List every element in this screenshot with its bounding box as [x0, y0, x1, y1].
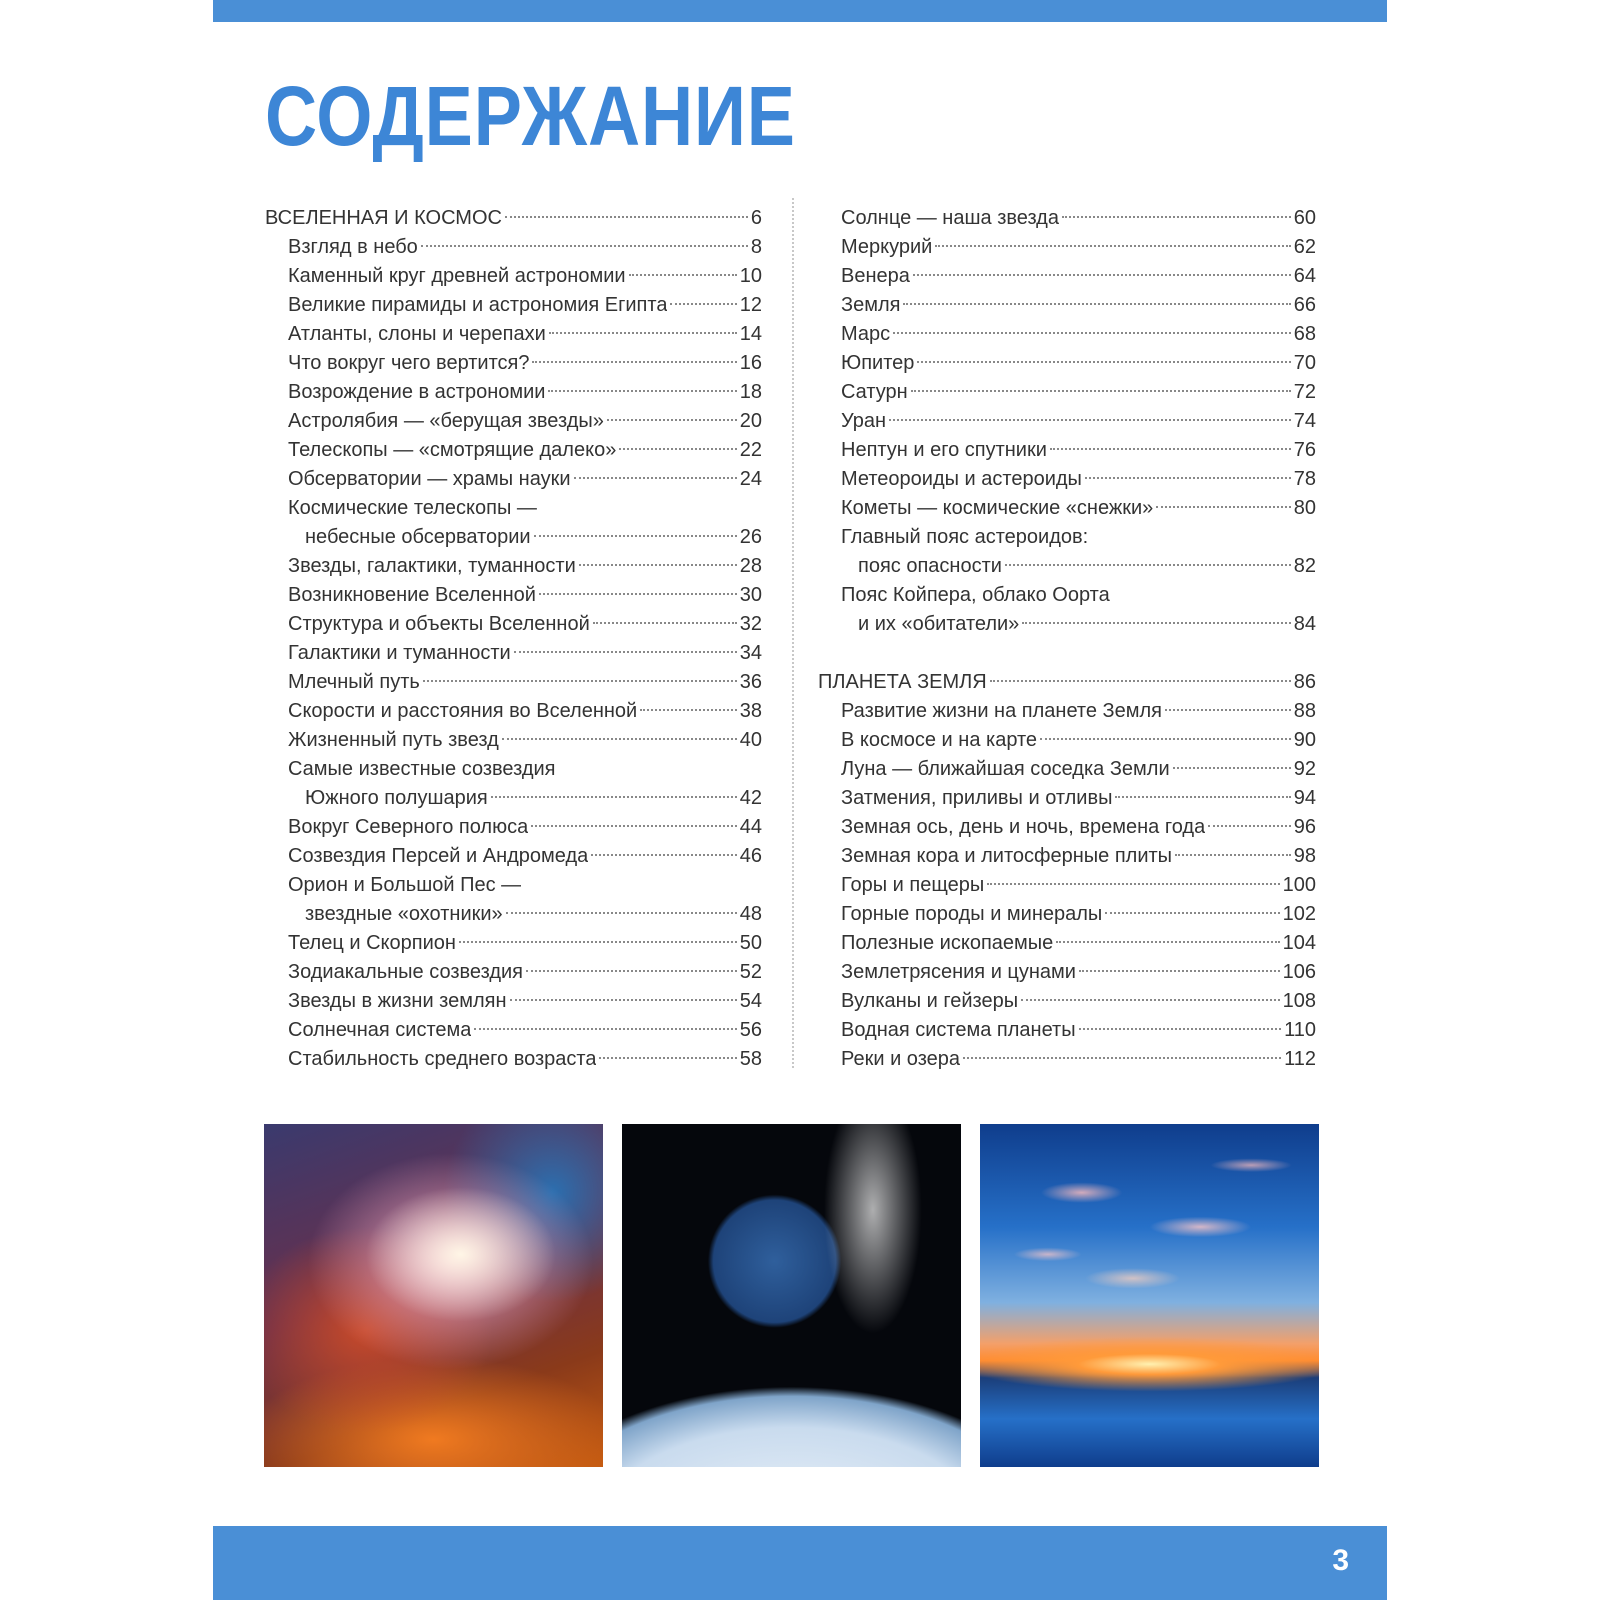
toc-entry — [818, 755, 1316, 784]
toc-entry-page: 102 — [1282, 903, 1316, 925]
toc-entry-title: Что вокруг чего вертится? — [288, 352, 530, 374]
toc-entry-title: Кометы — космические «снежки» — [841, 497, 1154, 519]
toc-entry — [818, 842, 1316, 871]
toc-entry-title: Затмения, приливы и отливы — [841, 787, 1113, 809]
toc-leader-dots — [1040, 738, 1291, 740]
toc-entry-title: небесные обсерватории — [305, 526, 531, 548]
toc-entry — [818, 610, 1316, 639]
toc-leader-dots — [917, 361, 1290, 363]
toc-entry-title: Водная система планеты — [841, 1019, 1076, 1041]
toc-entry — [818, 204, 1316, 233]
toc-right-column — [818, 204, 1316, 1074]
toc-entry-title: Млечный путь — [288, 671, 420, 693]
toc-entry-page: 50 — [739, 932, 762, 954]
toc-entry-page: 70 — [1293, 352, 1316, 374]
toc-entry-title: Великие пирамиды и астрономия Египта — [288, 294, 668, 316]
sunset-sky-photo — [980, 1124, 1319, 1467]
toc-leader-dots — [1062, 216, 1291, 218]
toc-entry-page: 38 — [739, 700, 762, 722]
toc-entry — [265, 494, 762, 523]
toc-entry-title: Развитие жизни на планете Земля — [841, 700, 1162, 722]
toc-entry — [818, 1045, 1316, 1074]
toc-entry-title: Полезные ископаемые — [841, 932, 1054, 954]
toc-entry-page: 24 — [739, 468, 762, 490]
toc-leader-dots — [990, 680, 1291, 682]
toc-entry-page: 80 — [1293, 497, 1316, 519]
toc-entry — [265, 929, 762, 958]
photo-strip — [264, 1124, 1319, 1467]
toc-entry — [818, 1016, 1316, 1045]
toc-entry-page: 94 — [1293, 787, 1316, 809]
toc-leader-dots — [591, 854, 736, 856]
toc-leader-dots — [506, 912, 737, 914]
toc-entry-page: 42 — [739, 787, 762, 809]
toc-entry-title: Луна — ближайшая соседка Земли — [841, 758, 1170, 780]
toc-entry — [818, 291, 1316, 320]
toc-entry-title: Горные породы и минералы — [841, 903, 1103, 925]
toc-entry-title: Скорости и расстояния во Вселенной — [288, 700, 638, 722]
toc-entry — [265, 842, 762, 871]
toc-entry — [265, 610, 762, 639]
toc-leader-dots — [913, 274, 1291, 276]
toc-leader-dots — [1079, 970, 1280, 972]
toc-entry-page: 86 — [1293, 671, 1316, 693]
toc-entry — [818, 262, 1316, 291]
toc-entry — [265, 465, 762, 494]
toc-leader-dots — [459, 941, 737, 943]
toc-entry — [818, 436, 1316, 465]
toc-entry — [818, 320, 1316, 349]
toc-leader-dots — [1050, 448, 1291, 450]
toc-entry-title: Возникновение Вселенной — [288, 584, 536, 606]
toc-entry-page: 40 — [739, 729, 762, 751]
toc-leader-dots — [534, 535, 737, 537]
toc-entry-page: 60 — [1293, 207, 1316, 229]
icy-moon-photo — [622, 1124, 961, 1467]
toc-entry-title: Земная кора и литосферные плиты — [841, 845, 1173, 867]
toc-entry-page: 66 — [1293, 294, 1316, 316]
toc-entry — [818, 552, 1316, 581]
toc-entry-page: 14 — [739, 323, 762, 345]
toc-leader-dots — [987, 883, 1279, 885]
toc-entry-title: Землетрясения и цунами — [841, 961, 1076, 983]
toc-leader-dots — [474, 1028, 736, 1030]
toc-leader-dots — [421, 245, 748, 247]
toc-leader-dots — [1175, 854, 1291, 856]
toc-leader-dots — [574, 477, 737, 479]
toc-leader-dots — [893, 332, 1291, 334]
toc-entry — [265, 755, 762, 784]
toc-entry-page: 34 — [739, 642, 762, 664]
toc-entry — [265, 1045, 762, 1074]
toc-entry-title: Зодиакальные созвездия — [288, 961, 524, 983]
toc-entry-page: 98 — [1293, 845, 1316, 867]
toc-entry-title: Вокруг Северного полюса — [288, 816, 529, 838]
toc-entry-title: пояс опасности — [858, 555, 1002, 577]
toc-entry-title: ВСЕЛЕННАЯ И КОСМОС — [265, 207, 502, 229]
toc-entry-page: 88 — [1293, 700, 1316, 722]
toc-entry-page: 72 — [1293, 381, 1316, 403]
toc-entry — [265, 668, 762, 697]
page-title: СОДЕРЖАНИЕ — [265, 69, 796, 163]
toc-leader-dots — [903, 303, 1290, 305]
toc-entry-page: 96 — [1293, 816, 1316, 838]
toc-entry-title: Телескопы — «смотрящие далеко» — [288, 439, 617, 461]
toc-entry-page: 10 — [739, 265, 762, 287]
toc-entry — [818, 871, 1316, 900]
toc-entry-page: 12 — [739, 294, 762, 316]
toc-entry-page: 92 — [1293, 758, 1316, 780]
toc-entry — [265, 436, 762, 465]
toc-leader-dots — [531, 825, 737, 827]
toc-entry-title: ПЛАНЕТА ЗЕМЛЯ — [818, 671, 987, 693]
toc-entry-title: Солнце — наша звезда — [841, 207, 1059, 229]
bottom-footer-bar — [213, 1526, 1387, 1600]
toc-entry-title: Обсерватории — храмы науки — [288, 468, 571, 490]
toc-entry-page: 48 — [739, 903, 762, 925]
toc-leader-dots — [579, 564, 737, 566]
toc-leader-dots — [629, 274, 737, 276]
toc-leader-dots — [1079, 1028, 1282, 1030]
toc-section-entry — [818, 668, 1316, 697]
toc-entry-title: Звезды в жизни землян — [288, 990, 507, 1012]
toc-entry — [818, 465, 1316, 494]
toc-leader-dots — [548, 390, 736, 392]
toc-entry-title: Созвездия Персей и Андромеда — [288, 845, 589, 867]
toc-entry-page: 32 — [739, 613, 762, 635]
toc-entry-title: Астролябия — «берущая звезды» — [288, 410, 604, 432]
toc-leader-dots — [1165, 709, 1291, 711]
toc-entry-page: 68 — [1293, 323, 1316, 345]
toc-entry-page: 100 — [1282, 874, 1316, 896]
toc-leader-dots — [532, 361, 736, 363]
toc-entry-page: 28 — [739, 555, 762, 577]
toc-entry-page: 54 — [739, 990, 762, 1012]
toc-entry-page: 74 — [1293, 410, 1316, 432]
toc-entry-title: Земля — [841, 294, 901, 316]
toc-leader-dots — [593, 622, 737, 624]
toc-entry — [265, 784, 762, 813]
toc-leader-dots — [1208, 825, 1291, 827]
toc-leader-dots — [1115, 796, 1290, 798]
toc-leader-dots — [1156, 506, 1290, 508]
toc-entry — [265, 291, 762, 320]
toc-entry-page: 6 — [750, 207, 762, 229]
toc-entry-title: Меркурий — [841, 236, 933, 258]
toc-leader-dots — [619, 448, 736, 450]
toc-leader-dots — [640, 709, 737, 711]
toc-entry-title: Атланты, слоны и черепахи — [288, 323, 546, 345]
toc-entry-page: 112 — [1284, 1048, 1316, 1070]
toc-leader-dots — [1085, 477, 1291, 479]
toc-entry-page: 58 — [739, 1048, 762, 1070]
toc-entry-title: Звезды, галактики, туманности — [288, 555, 576, 577]
toc-entry-title: Каменный круг древней астрономии — [288, 265, 626, 287]
toc-entry — [818, 494, 1316, 523]
toc-entry-title: Структура и объекты Вселенной — [288, 613, 590, 635]
toc-entry-page: 16 — [739, 352, 762, 374]
toc-entry — [265, 378, 762, 407]
toc-entry — [265, 1016, 762, 1045]
toc-entry-title: и их «обитатели» — [858, 613, 1020, 635]
toc-leader-dots — [505, 216, 748, 218]
toc-entry — [265, 639, 762, 668]
toc-entry-title: Южного полушария — [305, 787, 488, 809]
toc-leader-dots — [1021, 999, 1280, 1001]
toc-entry — [265, 407, 762, 436]
toc-entry — [265, 552, 762, 581]
toc-entry-title: звездные «охотники» — [305, 903, 503, 925]
toc-leader-dots — [502, 738, 737, 740]
toc-entry-title: Горы и пещеры — [841, 874, 985, 896]
toc-leader-dots — [1056, 941, 1279, 943]
toc-entry-page: 76 — [1293, 439, 1316, 461]
toc-entry — [818, 784, 1316, 813]
toc-entry-page: 44 — [739, 816, 762, 838]
top-header-bar — [213, 0, 1387, 22]
toc-entry — [818, 987, 1316, 1016]
toc-entry — [818, 407, 1316, 436]
toc-entry-title: Стабильность среднего возраста — [288, 1048, 597, 1070]
toc-leader-dots — [963, 1057, 1281, 1059]
toc-entry — [818, 581, 1316, 610]
toc-entry — [265, 987, 762, 1016]
toc-entry — [265, 523, 762, 552]
toc-gap — [818, 639, 1316, 668]
toc-entry-page: 78 — [1293, 468, 1316, 490]
toc-entry-page: 36 — [739, 671, 762, 693]
toc-entry-title: Солнечная система — [288, 1019, 472, 1041]
toc-leader-dots — [911, 390, 1291, 392]
nebula-photo — [264, 1124, 603, 1467]
toc-leader-dots — [599, 1057, 736, 1059]
toc-entry — [265, 871, 762, 900]
toc-leader-dots — [423, 680, 737, 682]
toc-entry-page: 56 — [739, 1019, 762, 1041]
toc-entry-title: Галактики и туманности — [288, 642, 511, 664]
toc-entry-title: Метеороиды и астероиды — [841, 468, 1082, 490]
toc-entry — [818, 726, 1316, 755]
toc-entry-page: 20 — [739, 410, 762, 432]
toc-leader-dots — [539, 593, 737, 595]
toc-entry-page: 82 — [1293, 555, 1316, 577]
toc-entry-page: 26 — [739, 526, 762, 548]
toc-entry-title: Самые известные созвездия — [288, 758, 556, 780]
toc-entry-title: Марс — [841, 323, 891, 345]
toc-entry — [818, 349, 1316, 378]
toc-entry — [818, 378, 1316, 407]
toc-entry-page: 30 — [739, 584, 762, 606]
toc-entry-title: Вулканы и гейзеры — [841, 990, 1019, 1012]
toc-leader-dots — [889, 419, 1291, 421]
toc-entry — [265, 813, 762, 842]
toc-entry-page: 64 — [1293, 265, 1316, 287]
toc-leader-dots — [549, 332, 737, 334]
toc-leader-dots — [1105, 912, 1279, 914]
toc-entry-title: Реки и озера — [841, 1048, 961, 1070]
toc-entry — [818, 523, 1316, 552]
toc-entry-page: 22 — [739, 439, 762, 461]
toc-entry — [818, 233, 1316, 262]
toc-left-column — [265, 204, 762, 1074]
toc-entry-title: Взгляд в небо — [288, 236, 418, 258]
toc-entry-title: Главный пояс астероидов: — [841, 526, 1089, 548]
toc-entry-title: Юпитер — [841, 352, 915, 374]
toc-entry-title: Возрождение в астрономии — [288, 381, 546, 403]
toc-entry-page: 110 — [1284, 1019, 1316, 1041]
toc-leader-dots — [1022, 622, 1290, 624]
column-divider — [792, 198, 794, 1068]
toc-entry — [265, 900, 762, 929]
toc-entry — [265, 233, 762, 262]
toc-entry-title: Жизненный путь звезд — [288, 729, 499, 751]
toc-entry — [265, 697, 762, 726]
toc-entry-title: Телец и Скорпион — [288, 932, 456, 954]
toc-entry — [265, 262, 762, 291]
toc-entry-page: 46 — [739, 845, 762, 867]
toc-entry — [265, 958, 762, 987]
toc-entry-page: 90 — [1293, 729, 1316, 751]
toc-section-entry — [265, 204, 762, 233]
toc-leader-dots — [491, 796, 737, 798]
toc-entry-title: В космосе и на карте — [841, 729, 1038, 751]
toc-leader-dots — [510, 999, 737, 1001]
toc-leader-dots — [1005, 564, 1291, 566]
toc-entry-page: 52 — [739, 961, 762, 983]
toc-entry-title: Сатурн — [841, 381, 908, 403]
page-number: 3 — [1332, 1544, 1349, 1577]
toc-entry-page: 108 — [1282, 990, 1316, 1012]
toc-entry — [265, 581, 762, 610]
toc-entry-page: 104 — [1282, 932, 1316, 954]
toc-entry-page: 106 — [1282, 961, 1316, 983]
toc-leader-dots — [935, 245, 1290, 247]
toc-entry-page: 18 — [739, 381, 762, 403]
toc-leader-dots — [670, 303, 736, 305]
toc-entry-page: 62 — [1293, 236, 1316, 258]
toc-leader-dots — [526, 970, 737, 972]
toc-entry-title: Земная ось, день и ночь, времена года — [841, 816, 1206, 838]
toc-entry — [265, 726, 762, 755]
toc-entry-title: Орион и Большой Пес — — [288, 874, 522, 896]
toc-entry — [265, 320, 762, 349]
toc-entry-title: Пояс Койпера, облако Оорта — [841, 584, 1110, 606]
toc-entry-title: Венера — [841, 265, 910, 287]
toc-entry — [818, 697, 1316, 726]
toc-entry — [818, 900, 1316, 929]
toc-entry — [818, 929, 1316, 958]
toc-entry-title: Нептун и его спутники — [841, 439, 1047, 461]
toc-entry-page: 84 — [1293, 613, 1316, 635]
toc-entry-page: 8 — [750, 236, 762, 258]
toc-entry-title: Космические телескопы — — [288, 497, 537, 519]
toc-entry — [818, 813, 1316, 842]
toc-entry — [818, 958, 1316, 987]
toc-leader-dots — [514, 651, 737, 653]
toc-leader-dots — [1173, 767, 1291, 769]
toc-entry — [265, 349, 762, 378]
toc-entry-title: Уран — [841, 410, 887, 432]
toc-leader-dots — [607, 419, 737, 421]
